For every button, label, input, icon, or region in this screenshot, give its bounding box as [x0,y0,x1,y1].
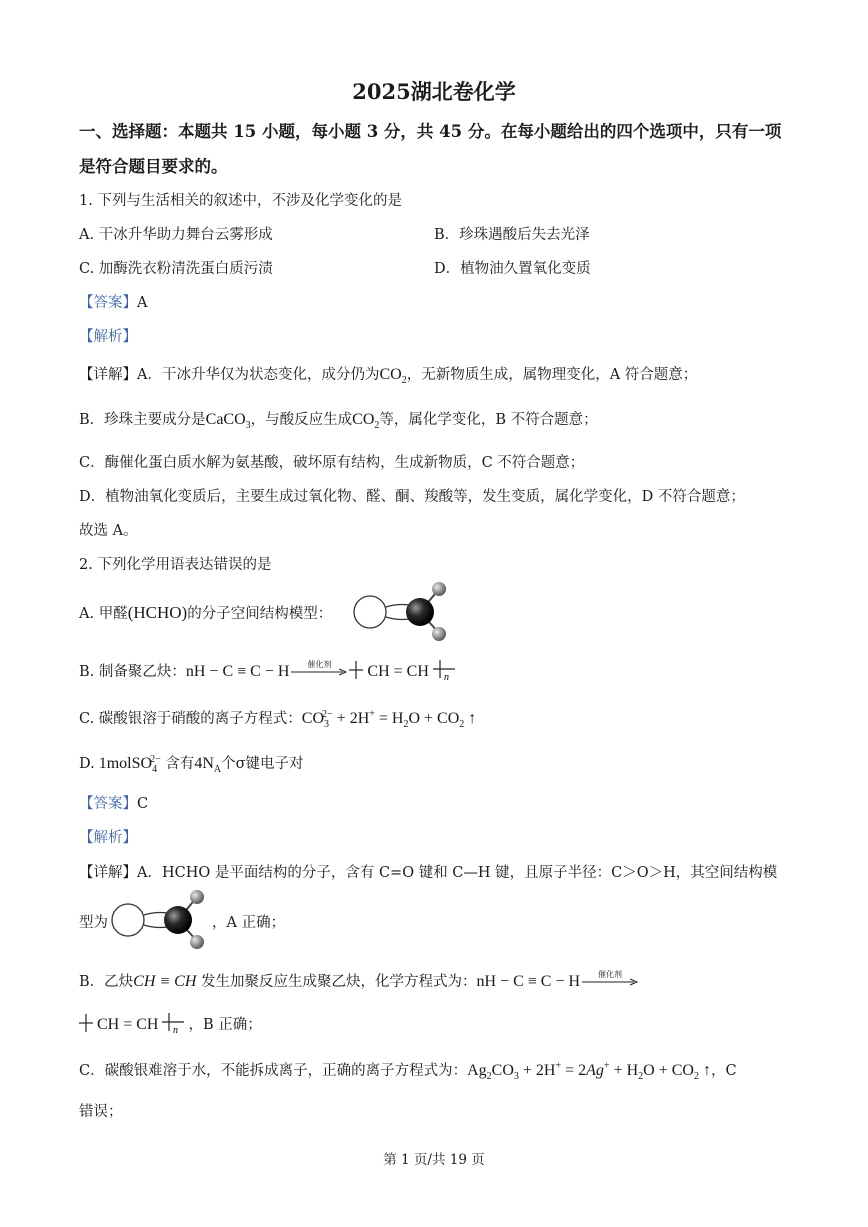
q1-option-c: C. 加酶洗衣粉清洗蛋白质污渍 [79,261,273,277]
formula-co2: $CO_2$ [352,411,380,432]
q2-option-a: A. 甲醛(HCHO)的分子空间结构模型： [79,603,333,622]
q2-detail-b-cont: CH = CH n ，B 正确； [79,1012,262,1039]
q1-analysis-label: 【解析】 [79,329,137,345]
q1-detail-c: C．酶催化蛋白质水解为氨基酸，破坏原有结构，生成新物质，C 不符合题意； [79,455,585,471]
svg-text:n: n [173,1025,179,1034]
reaction-arrow-icon: 催化剂 [582,978,638,986]
polymer-bracket-icon [79,1013,93,1038]
polymer-bracket-icon [349,660,363,685]
q2-option-c: C. 碳酸银溶于硝酸的离子方程式：$CO_3^{2-} + 2H^+ = H_2O + CO_2$ ↑ [79,708,477,731]
q1-detail-b: B．珍珠主要成分是CaCO$_3$，与酸反应生成$CO_2$等，属化学变化，B 不符合题意； [79,411,598,432]
q1-detail-a: 【详解】A．干冰升华仅为状态变化，成分仍为$CO_2$，无新物质生成，属物理变化，A 符合题意； [79,366,698,387]
q1-detail-d: D．植物油氧化变质后，主要生成过氧化物、醛、酮、羧酸等，发生变质，属化学变化，D 不符合题意； [79,489,745,505]
reaction-arrow-icon: 催化剂 [291,668,347,676]
q1-stem: 1. 下列与生活相关的叙述中，不涉及化学变化的是 [79,193,402,209]
q1-option-d: D．植物油久置氧化变质 [434,261,591,277]
q2-detail-a-cont: 型为 [79,915,108,931]
polymer-bracket-icon [433,659,459,686]
q2-analysis-label: 【解析】 [79,830,137,846]
answer-label: 【答案】 [79,295,137,311]
answer-label: 【答案】 [79,796,137,812]
formaldehyde-model-icon [110,888,212,950]
section-heading-line2: 是符合题目要求的。 [79,157,228,176]
q2-detail-c: C．碳酸银难溶于水，不能拆成离子，正确的离子方程式为：$Ag_2CO_3 + 2H^+ = 2Ag^+ + H_2O + CO_2$ ↑，C [79,1060,737,1083]
formula-caco3: CaCO$_3$ [205,411,251,432]
q1-option-a: A. 干冰升华助力舞台云雾形成 [79,227,273,243]
polymer-bracket-icon [162,1012,188,1039]
q2-detail-a: 【详解】A．HCHO 是平面结构的分子，含有 C=O 键和 C—H 键，且原子半径：C＞O＞H，其空间结构模 [79,865,778,881]
q2-detail-a-cont-tail: ，A 正确； [212,915,286,931]
page-title: 2025湖北卷化学 [352,79,516,104]
q1-option-b: B．珍珠遇酸后失去光泽 [434,227,590,243]
page-footer: 第 1 页/共 19 页 [383,1152,485,1168]
q2-option-b: B. 制备聚乙炔：nH − C ≡ C − H 催化剂 CH = CH n [79,659,459,686]
q1-conclusion: 故选 A。 [79,523,138,539]
q2-detail-c-cont: 错误； [79,1104,123,1120]
formaldehyde-model-icon [352,580,454,642]
answer-value: C [137,796,149,812]
section-heading-line1: 一、选择题：本题共 15 小题，每小题 3 分，共 45 分。在每小题给出的四个选项中，只有一项 [79,122,782,141]
formula-co2: $CO_2$ [379,366,407,387]
svg-text:n: n [443,672,449,681]
q2-answer [79,792,148,813]
q2-detail-b: B．乙炔CH ≡ CH 发生加聚反应生成聚乙炔，化学方程式为：nH − C ≡ C − H 催化剂 [79,970,638,991]
q2-option-d: D. 1molSO$_4^{2-}$ 含有$4N_A$个σ键电子对 [79,753,304,776]
answer-value: A [137,295,148,311]
q2-stem: 2. 下列化学用语表达错误的是 [79,557,272,573]
q1-answer [79,291,147,312]
